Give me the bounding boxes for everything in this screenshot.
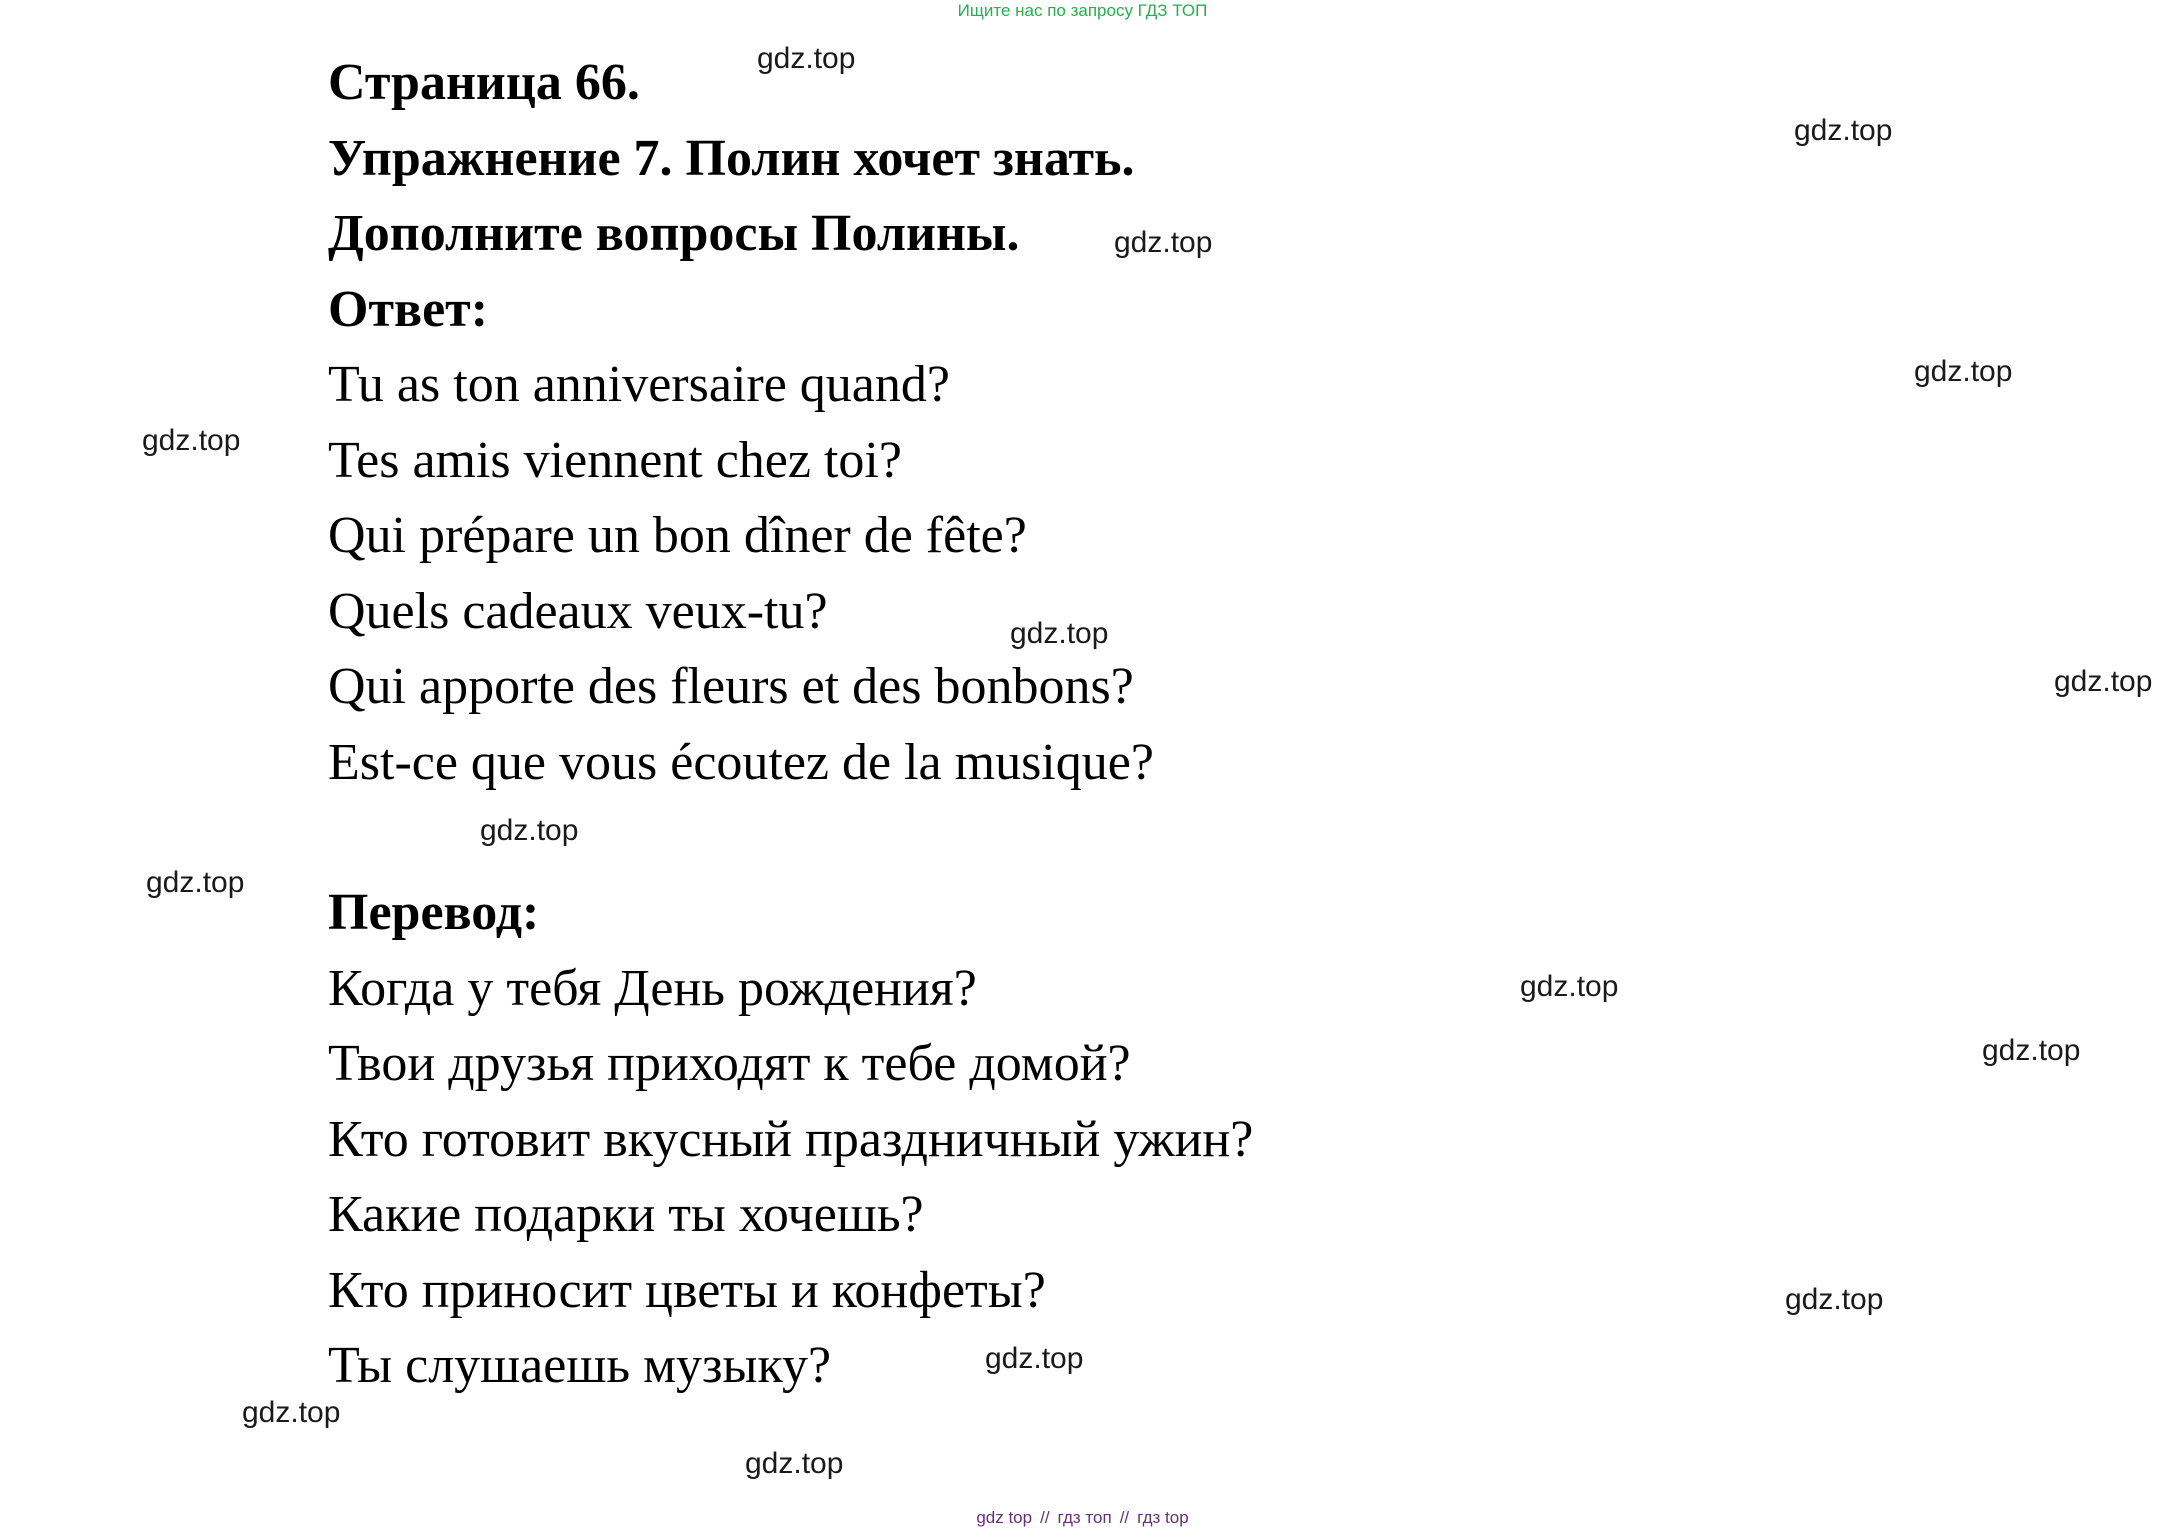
translation-line-5: Кто приносит цветы и конфеты?	[328, 1261, 1046, 1319]
translation-line-1: Когда у тебя День рождения?	[328, 959, 977, 1017]
watermark: gdz.top	[1914, 355, 2013, 388]
watermark: gdz.top	[1520, 970, 1619, 1003]
exercise-title: Упражнение 7. Полин хочет знать.	[328, 129, 1135, 187]
watermark: gdz.top	[1785, 1283, 1884, 1316]
watermark: gdz.top	[242, 1396, 341, 1429]
watermark: gdz.top	[480, 814, 579, 847]
answer-line-3: Qui prépare un bon dîner de fête?	[328, 507, 1027, 564]
answer-line-6: Est-ce que vous écoutez de la musique?	[328, 733, 1154, 791]
watermark: gdz.top	[745, 1447, 844, 1480]
footer	[0, 1508, 2165, 1528]
page-title: Страница 66.	[328, 54, 640, 111]
answer-line-5: Qui apporte des fleurs et des bonbons?	[328, 658, 1134, 715]
watermark: gdz.top	[985, 1342, 1084, 1375]
answer-line-4: Quels cadeaux veux-tu?	[328, 582, 828, 640]
watermark: gdz.top	[1114, 226, 1213, 259]
top-banner: Ищите нас по запросу ГДЗ ТОП	[957, 1, 1208, 20]
watermark: gdz.top	[1010, 617, 1109, 650]
section-spacer	[328, 800, 1253, 875]
answer-line-1: Tu as ton anniversaire quand?	[328, 356, 950, 413]
watermark: gdz.top	[142, 424, 241, 457]
footer-link-1[interactable]: gdz top	[976, 1508, 1033, 1527]
translation-line-6: Ты слушаешь музыку?	[328, 1337, 832, 1394]
answer-line-2: Tes amis viennent chez toi?	[328, 431, 902, 489]
watermark: gdz.top	[1982, 1034, 2081, 1067]
watermark: gdz.top	[757, 42, 856, 75]
translation-heading: Перевод:	[328, 884, 540, 941]
footer-link-2[interactable]: гдз топ	[1057, 1508, 1112, 1527]
footer-separator: //	[1040, 1508, 1050, 1527]
watermark: gdz.top	[2054, 665, 2153, 698]
translation-line-3: Кто готовит вкусный праздничный ужин?	[328, 1110, 1254, 1168]
translation-line-4: Какие подарки ты хочешь?	[328, 1186, 924, 1243]
watermark: gdz.top	[146, 866, 245, 899]
watermark: gdz.top	[1794, 114, 1893, 147]
answer-heading: Ответ:	[328, 280, 489, 338]
translation-line-2: Твои друзья приходят к тебе домой?	[328, 1035, 1131, 1092]
footer-link-3[interactable]: гдз top	[1137, 1508, 1189, 1527]
task-instruction: Дополните вопросы Полины.	[328, 205, 1020, 262]
footer-separator: //	[1119, 1508, 1130, 1527]
